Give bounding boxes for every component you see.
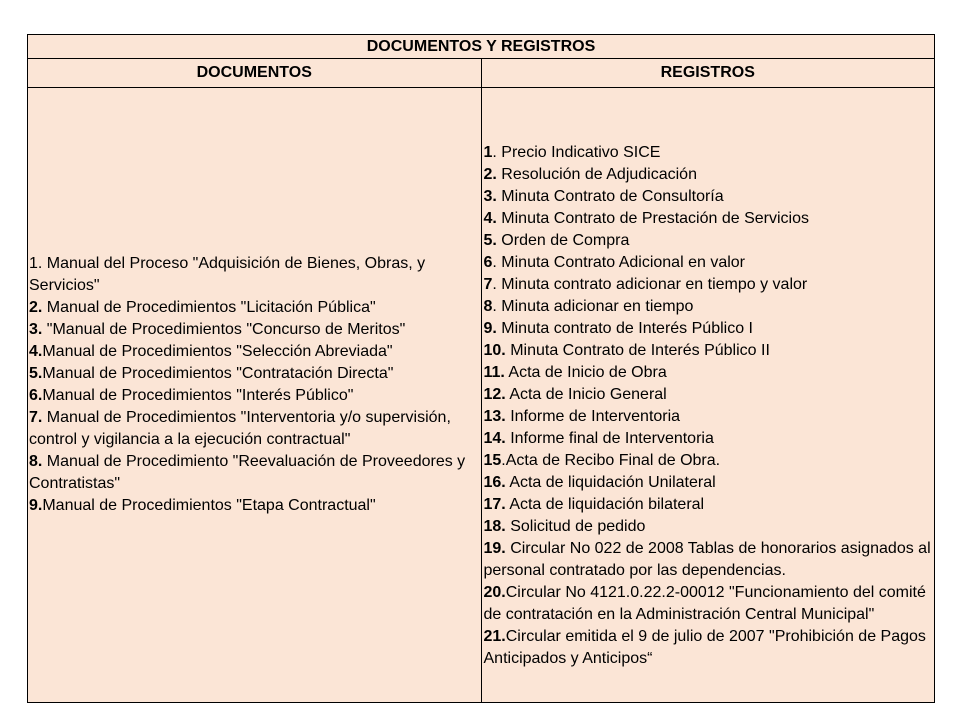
registro-item [484, 384, 933, 406]
registro-item-number: 15 [483, 452, 502, 469]
documents-records-table [27, 34, 935, 703]
registro-item [484, 516, 933, 538]
registro-item-text: Solicitud de pedido [505, 518, 646, 535]
registro-item-number: 21. [483, 628, 506, 645]
header-documentos: DOCUMENTOS [28, 59, 482, 88]
documento-item [29, 451, 479, 495]
registro-item-number: 17. [483, 496, 506, 513]
registro-item-number: 1 [483, 144, 493, 161]
table-header-row [28, 59, 935, 88]
documento-item [29, 495, 479, 517]
registro-item-number: 20. [483, 584, 506, 601]
registro-item [484, 274, 933, 296]
table-title: DOCUMENTOS Y REGISTROS [28, 35, 935, 59]
registro-item-text: Circular No 022 de 2008 Tablas de honorarios asignados al personal contratado por las dependencias. [483, 540, 931, 579]
registro-item-number: 6 [483, 254, 493, 271]
registro-item-number: 16. [483, 474, 506, 491]
registro-item-text: Orden de Compra [496, 232, 630, 249]
registro-item [484, 494, 933, 516]
registro-item-text: Minuta Contrato de Prestación de Servicios [496, 210, 809, 227]
documento-item-text: Manual de Procedimientos "Interventoria y/o supervisión, control y vigilancia a la ejecución contractual" [29, 409, 451, 448]
registro-item-text: . Minuta adicionar en tiempo [492, 298, 694, 315]
documento-item [29, 297, 479, 319]
documento-item-text: "Manual de Procedimientos "Concurso de Meritos" [42, 321, 406, 338]
table-title-row [28, 35, 935, 59]
registro-item-text: Acta de Inicio de Obra [504, 364, 667, 381]
registro-item-number: 14. [483, 430, 506, 447]
registro-item-text: Acta de liquidación Unilateral [505, 474, 716, 491]
documento-item [29, 385, 479, 407]
documento-item [29, 363, 479, 385]
registro-item-text: Informe de Interventoria [505, 408, 681, 425]
registro-item-number: 10. [483, 342, 506, 359]
registro-item-number: 18. [483, 518, 506, 535]
registro-item-number: 7 [483, 276, 493, 293]
registro-item-text: Resolución de Adjudicación [496, 166, 697, 183]
documento-item [29, 319, 479, 341]
documentos-cell [28, 88, 482, 703]
registro-item-text: Circular No 4121.0.22.2-00012 "Funcionamiento del comité de contratación en la Administración Central Municipal" [483, 584, 926, 623]
registro-item-text: Informe final de Interventoria [505, 430, 714, 447]
registro-item [484, 406, 933, 428]
registro-item [484, 230, 933, 252]
registro-item [484, 362, 933, 384]
documento-item-text: Manual de Procedimientos "Licitación Pública" [42, 299, 376, 316]
documento-item-text: Manual de Procedimientos "Interés Público" [42, 387, 354, 404]
registro-item-number: 3. [483, 188, 497, 205]
header-registros: REGISTROS [481, 59, 935, 88]
registro-item [484, 318, 933, 340]
documento-item-number: 5. [29, 365, 43, 382]
registro-item-text: . Minuta Contrato Adicional en valor [492, 254, 745, 271]
registro-item [484, 626, 933, 670]
registro-item-text: Acta de Inicio General [505, 386, 667, 403]
registros-list [482, 142, 935, 670]
registro-item [484, 582, 933, 626]
table-body-row [28, 88, 935, 703]
documento-item-number: 8. [29, 453, 43, 470]
registro-item [484, 186, 933, 208]
registro-item-number: 13. [483, 408, 506, 425]
registro-item [484, 450, 933, 472]
documento-item-text: Manual de Procedimientos "Etapa Contractual" [42, 497, 376, 514]
registro-item-number: 12. [483, 386, 506, 403]
registro-item-text: Acta de liquidación bilateral [505, 496, 705, 513]
documento-item-number: 3. [29, 321, 43, 338]
documento-item-number: 9. [29, 497, 43, 514]
registro-item-text: . Precio Indicativo SICE [492, 144, 661, 161]
registro-item [484, 252, 933, 274]
documento-item-text: . Manual del Proceso "Adquisición de Bienes, Obras, y Servicios" [29, 255, 426, 294]
registro-item [484, 538, 933, 582]
documento-item-text: Manual de Procedimiento "Reevaluación de Proveedores y Contratistas" [29, 453, 466, 492]
registro-item [484, 164, 933, 186]
documento-item-number: 7. [29, 409, 43, 426]
registros-cell [481, 88, 935, 703]
registro-item-number: 19. [483, 540, 506, 557]
registro-item [484, 142, 933, 164]
documento-item-number: 4. [29, 343, 43, 360]
registro-item [484, 428, 933, 450]
registro-item-number: 9. [483, 320, 497, 337]
documento-item-number: 1 [29, 255, 38, 272]
registro-item-text: Circular emitida el 9 de julio de 2007 "Prohibición de Pagos Anticipados y Anticipos“ [483, 628, 926, 667]
documento-item-text: Manual de Procedimientos "Selección Abreviada" [42, 343, 393, 360]
registro-item-text: Minuta Contrato de Consultoría [496, 188, 724, 205]
documento-item-number: 2. [29, 299, 43, 316]
documento-item [29, 253, 479, 297]
documento-item-text: Manual de Procedimientos "Contratación Directa" [42, 365, 394, 382]
registro-item [484, 296, 933, 318]
registro-item-number: 4. [483, 210, 497, 227]
registro-item-text: . Minuta contrato adicionar en tiempo y valor [492, 276, 808, 293]
registro-item [484, 472, 933, 494]
registro-item-number: 2. [483, 166, 497, 183]
documento-item [29, 407, 479, 451]
registro-item-text: Minuta Contrato de Interés Público II [505, 342, 770, 359]
registro-item-number: 8 [483, 298, 493, 315]
documento-item [29, 341, 479, 363]
documento-item-number: 6. [29, 387, 43, 404]
registro-item [484, 340, 933, 362]
documentos-list [28, 253, 481, 517]
registro-item-number: 11. [483, 364, 505, 381]
registro-item [484, 208, 933, 230]
registro-item-text: Minuta contrato de Interés Público I [496, 320, 753, 337]
registro-item-text: .Acta de Recibo Final de Obra. [501, 452, 721, 469]
registro-item-number: 5. [483, 232, 497, 249]
